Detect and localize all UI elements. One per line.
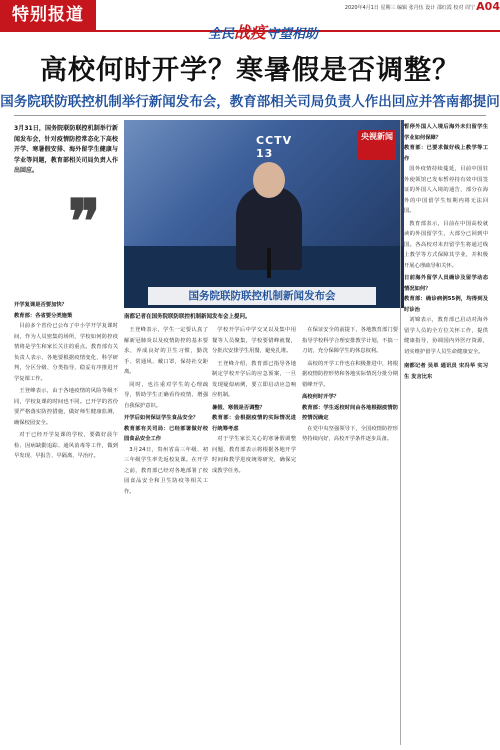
body-paragraph: 刘锦表示，教育部已启动对海外留学人员的全方位关怀工作，提供健康指导，协调国内外医疗资源，切实维护留学人员生命健康安全。 [404, 317, 488, 355]
article-column-4 [302, 325, 398, 745]
slogan-pre: 全民 [207, 27, 234, 42]
answer-summary: 教育部：各省要分类施策 [14, 312, 73, 319]
photo-banner: 国务院联防联控机制新闻发布会 [148, 287, 376, 305]
page-number: A04 [476, 0, 500, 13]
body-paragraph: 高校的开学工作也在积极推进中，将根据疫情防控形势和各地实际情况分批分期错峰开学。 [302, 360, 398, 388]
article-column-5 [404, 122, 488, 745]
answer-summary: 教育部：确诊病例55例，均得到及时诊治 [404, 296, 488, 313]
photo-speaker-head [253, 162, 285, 198]
question-heading: 日前海外留学人员确诊及留学动态情况如何？ [404, 275, 488, 292]
answer-summary: 教育部：已要求做好线上教学等工作 [404, 145, 488, 162]
photo-caption: 南都记者在国务院联防联控机制新闻发布会上提问。 [124, 314, 251, 320]
slogan-highlight: 战疫 [233, 23, 266, 42]
section-slogan [188, 20, 338, 44]
microphone-icon [267, 248, 271, 278]
question-heading: 开学复课是否要加快？ [14, 302, 67, 308]
body-paragraph: 3月24日，贵州省高三年级、初三年级学生率先返校复课。在开学之前，教育部已经对各地部署了校园食品安全和卫生防疫等相关工作。 [124, 446, 208, 495]
body-paragraph: 王登峰介绍，教育部已指导各地制定学校开学后的应急预案，一旦发现疑似病例，要立即启动应急响应机制。 [212, 360, 296, 398]
question-heading: 高校何时开学？ [302, 394, 340, 400]
sub-title: 国务院联防联控机制举行新闻发布会，教育部相关司局负责人作出回应并答南都提问 [0, 94, 500, 110]
body-paragraph: 对于学生家长关心的寒暑假调整问题，教育部表示将根据各地开学时间和教学进度统筹研究，确保完成教学任务。 [212, 436, 296, 474]
column-tag: 特别报道 [0, 0, 96, 30]
body-paragraph: 国外疫情持续蔓延，目前中国驻外使领馆已发布暂停持有效中国签证的外国人入境的通告，部分在海外的中国留学生短期内将无法回国。 [404, 166, 488, 214]
body-paragraph: 在保证安全的前提下，各地教育部门要指导学校科学合理安排教学计划，不搞一刀切，充分保障学生的休息权利。 [302, 327, 398, 354]
main-title: 高校何时开学？寒暑假是否调整？ [40, 55, 460, 86]
slogan-post: 守望相助 [266, 27, 319, 42]
body-paragraph: 目前多个省份已公布了中小学开学复课时间，作为人员密集的场所，学校如何防控疫情将是学生和家长关注的重点。教育部有关负责人表示，各地要根据疫情变化，科学研判，分区分级、分类指导，稳妥有序推进开学复课工作。 [14, 323, 118, 382]
body-paragraph: 王登峰表示，学生一定要认真了解新冠肺炎以及疫情防控的基本要求，养成良好的卫生习惯，勤洗手、常通风、戴口罩，保持社交距离。 [124, 327, 208, 375]
article-column-3 [212, 325, 296, 745]
quote-mark-icon: ❞ [68, 187, 101, 257]
body-paragraph: 王登峰表示，由于各地疫情的风险等级不同，学校复课的时间也不同。已开学的省份要严格落实防控措施，做好师生健康监测，确保校园安全。 [14, 388, 118, 426]
body-paragraph: 对于已经开学复课的学校，要做好晨午检、因病缺勤追踪、通风消毒等工作，做到早发现、早报告、早隔离、早治疗。 [14, 432, 118, 459]
body-paragraph: 教育部表示，目前在中国高校就读的外国留学生，大部分已回到中国。各高校对未归留学生将通过线上教学等方式保障其学业，并积极开展心理疏导和关怀。 [404, 220, 488, 269]
answer-summary: 教育部：学生返校时间由各地根据疫情防控情况确定 [302, 404, 398, 421]
title-divider [14, 115, 486, 116]
question-heading: 暂停外国人入境后海外未归留学生学业如何保障？ [404, 124, 488, 141]
question-heading: 开学后如何保证学生食品安全？ [124, 415, 199, 421]
byline: 南都记者 吴单 通讯员 宋冯华 实习生 发言比东 [404, 363, 488, 380]
body-paragraph: 同时，也注重对学生的心理疏导，帮助学生正确看待疫情，增强自我保护意识。 [124, 381, 208, 409]
news-channel-tag: 央视新闻 [358, 130, 396, 160]
article-column-2 [124, 325, 208, 745]
lead-paragraph: 3月31日，国务院联防联控机制举行新闻发布会，针对疫情防控常态化下高校开学、寒暑假安排、海外留学生健康与学业等问题，教育部相关司局负责人作出回应。 [14, 125, 118, 174]
cctv-logo: CCTV 13 [256, 134, 293, 160]
date-line: 2020年4月1日 星期三 编辑 张丹伍 设计 邵红霞 校对 周宁 [344, 5, 475, 11]
answer-summary: 教育部：会根据疫情的实际情况进行统筹考虑 [212, 415, 296, 432]
question-heading: 暑假、寒假是否调整？ [212, 404, 265, 411]
body-paragraph: 学校开学后中学交叉以及集中用餐等人员聚集，学校要错峰就餐，分批次安排学生用餐，避免扎堆。 [212, 327, 296, 354]
column-divider [400, 120, 401, 745]
answer-summary: 教育部有关司局：已经部署做好校园食品安全工作 [124, 425, 208, 442]
article-column-1 [14, 300, 118, 745]
body-paragraph: 在党中央坚强领导下，全国疫情防控形势持续向好，高校开学条件逐步具备。 [302, 425, 398, 442]
